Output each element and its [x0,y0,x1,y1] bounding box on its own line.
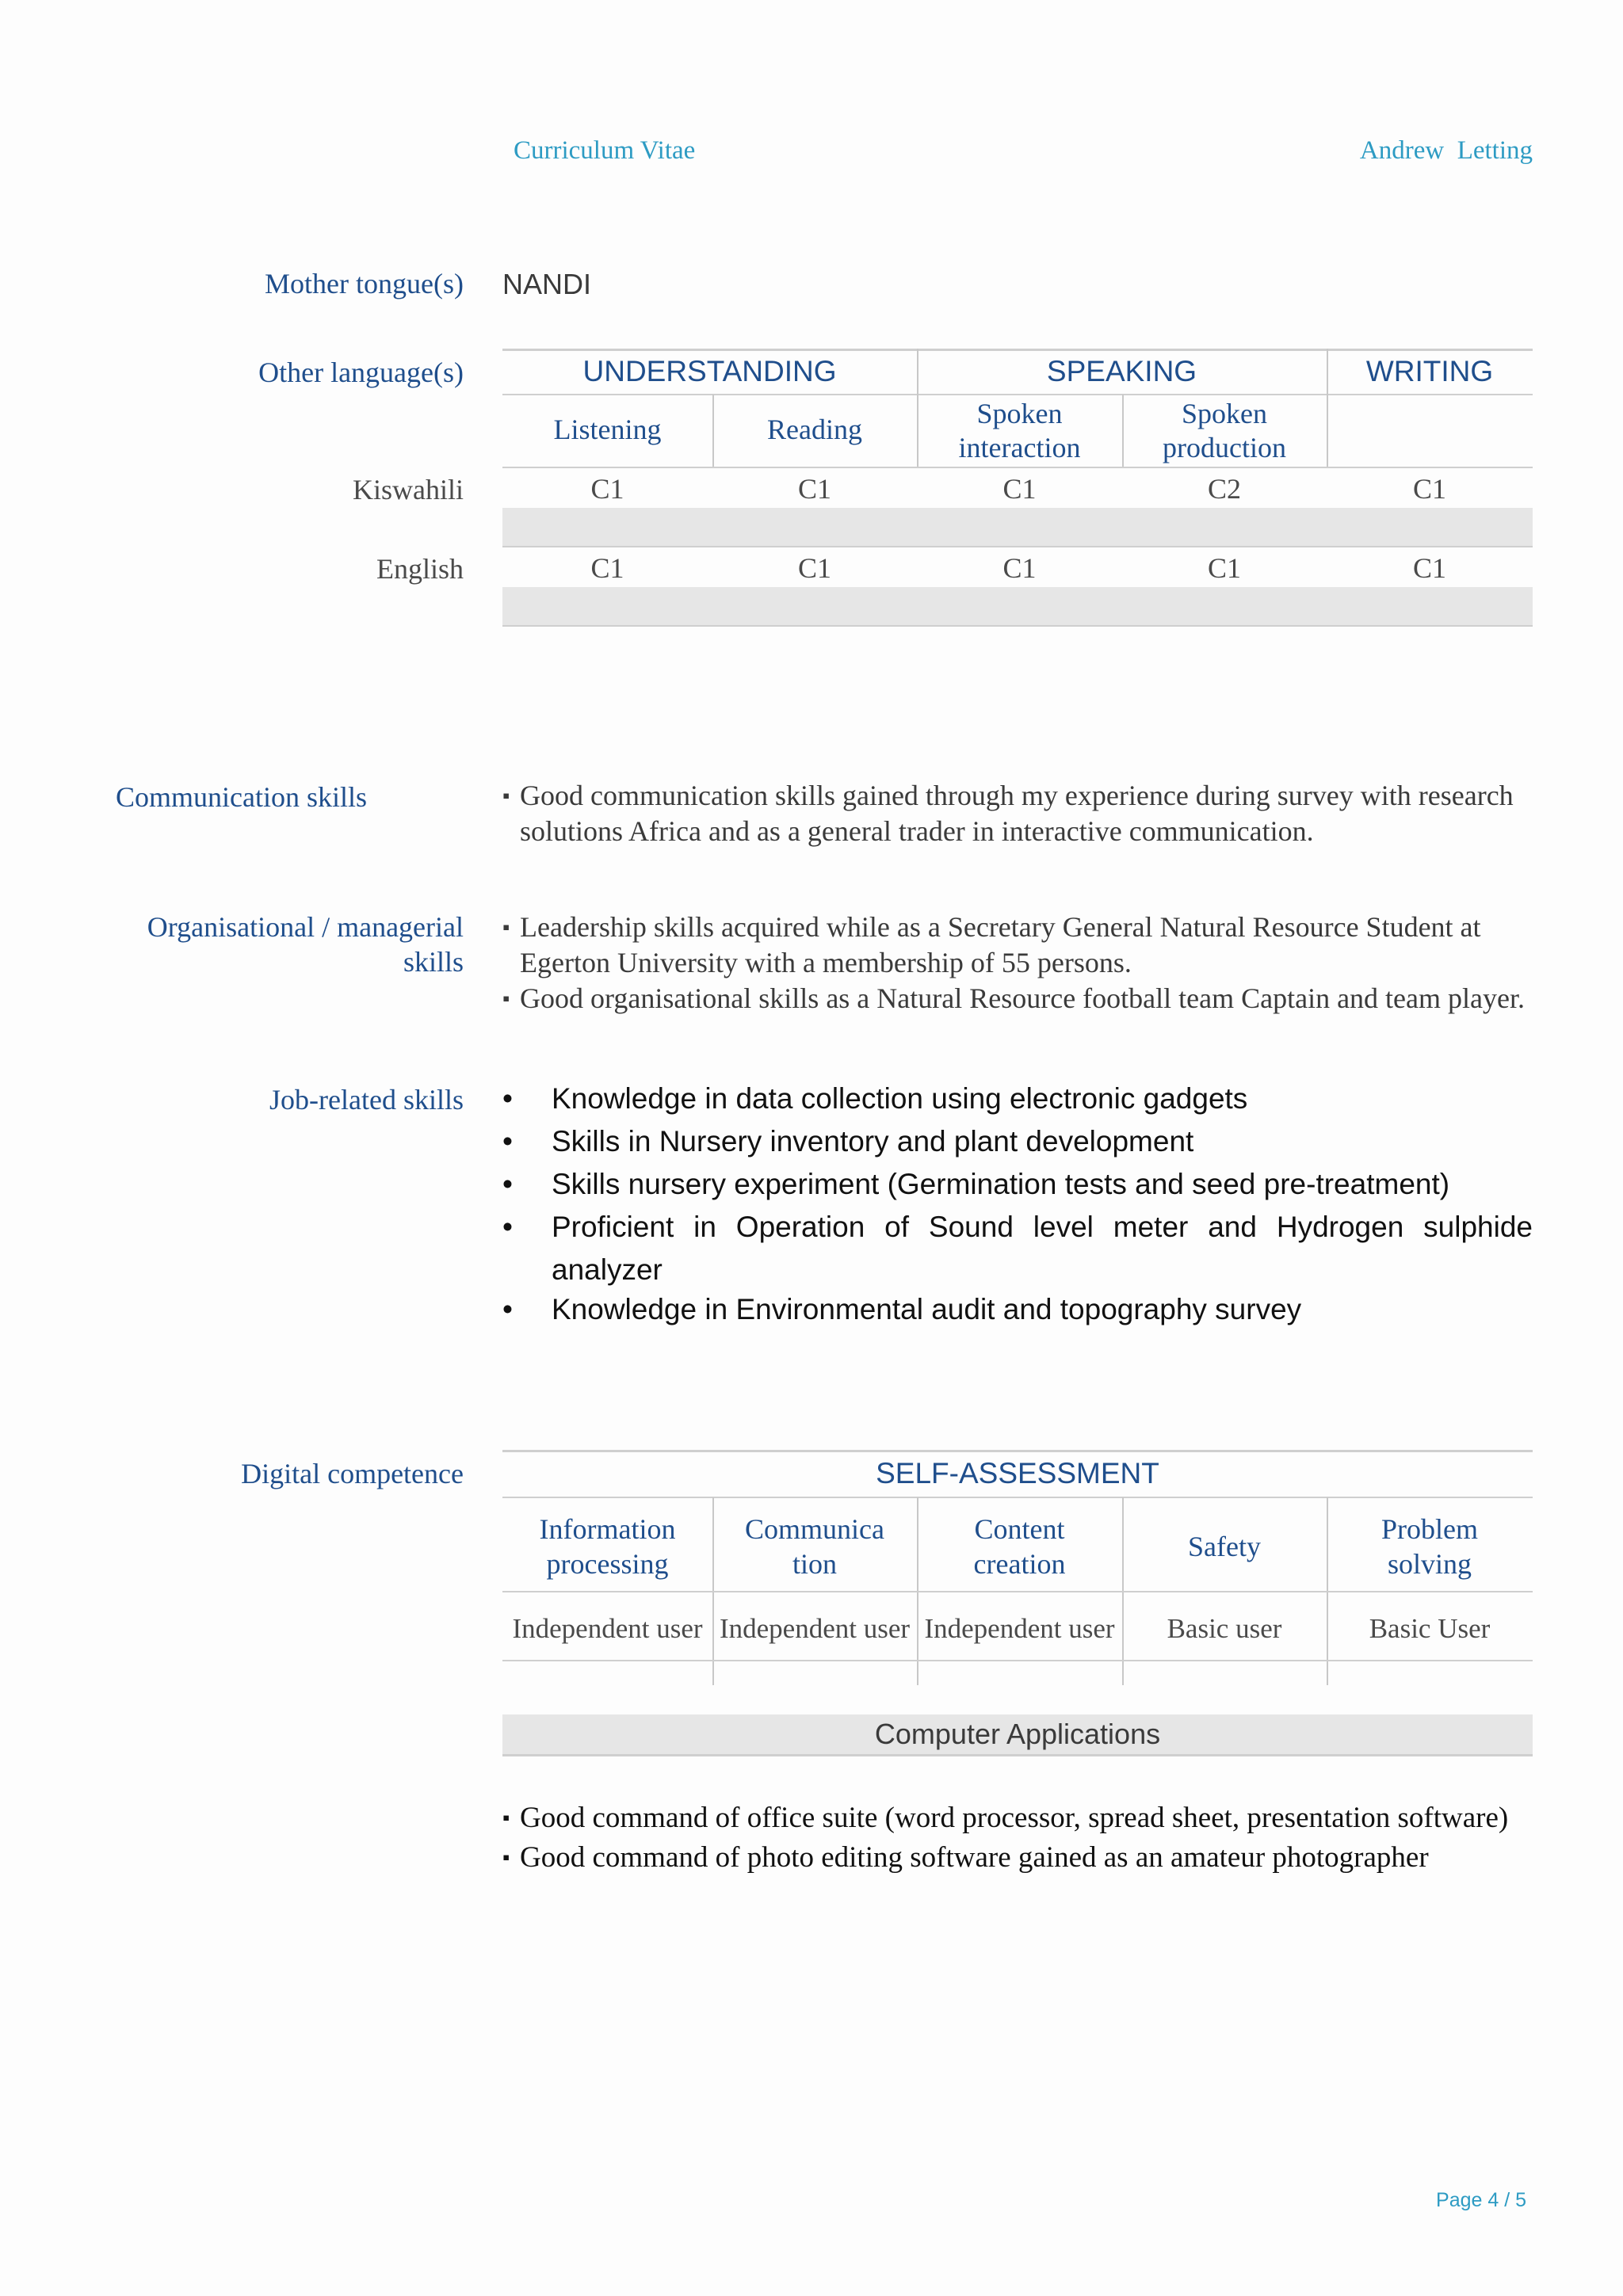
english-writing: C1 [1412,552,1446,584]
spoken-production-subheader: Spoken production [1163,398,1286,463]
information-processing-header: Information processing [539,1513,676,1580]
reading-subheader: Reading [767,414,862,445]
header-document-title: Curriculum Vitae [514,136,696,165]
kiswahili-reading: C1 [797,473,831,505]
header-author-name: Andrew Letting [1359,136,1533,165]
communication-skills-label: Communication skills [116,781,368,813]
self-assessment-header: SELF-ASSESSMENT [876,1457,1159,1489]
mother-tongue-label: Mother tongue(s) [265,268,464,299]
job-related-skills-label: Job-related skills [269,1084,464,1116]
language-kiswahili: Kiswahili [353,474,464,505]
organisational-label: Organisational / managerial skills [147,911,464,978]
speaking-header: SPEAKING [1046,355,1197,387]
english-spoken-interaction: C1 [1002,552,1037,584]
problem-solving-level: Basic User [1369,1613,1491,1644]
organisational-list [502,910,1541,1016]
job-skill-item: • Skills nursery experiment (Germination tests and seed pre-treatment) [502,1168,1450,1200]
job-skill-item: • Knowledge in Environmental audit and topography survey [502,1293,1302,1325]
computer-application-item: ▪ Good command of photo editing software gained as an amateur photographer [502,1841,1429,1874]
communication-item: ▪ Good communication skills gained through my experience during survey with research solutions Africa and as a general trader in interactive communication. [502,780,1514,847]
communication-level: Independent user [719,1613,911,1644]
language-table [502,349,1533,627]
job-skill-item: • Proficient in Operation of Sound level meter and Hydrogen sulphide analyzer [502,1211,1533,1286]
kiswahili-listening: C1 [590,473,624,505]
content-creation-level: Independent user [924,1613,1115,1644]
computer-application-item: ▪ Good command of office suite (word processor, spread sheet, presentation software) [502,1802,1509,1834]
communication-header: Communica tion [745,1513,884,1580]
safety-level: Basic user [1167,1613,1282,1644]
organisational-item: ▪ Good organisational skills as a Natural Resource football team Captain and team player. [502,982,1525,1014]
computer-applications-header: Computer Applications [502,1714,1533,1756]
writing-header: WRITING [1365,355,1494,387]
understanding-header: UNDERSTANDING [582,355,837,387]
mother-tongue-value: NANDI [502,268,592,300]
digital-table [502,1450,1533,1664]
language-english: English [376,553,464,585]
organisational-item: ▪ Leadership skills acquired while as a Secretary General Natural Resource Student at Egerton University with a membership of 55 persons. [502,911,1481,978]
problem-solving-header: Problem solving [1381,1513,1478,1580]
english-reading: C1 [797,552,831,584]
kiswahili-spoken-interaction: C1 [1002,473,1037,505]
english-spoken-production: C1 [1207,552,1241,584]
digital-competence-label: Digital competence [241,1458,464,1489]
computer-applications-list [502,1798,1541,1878]
job-skill-item: • Skills in Nursery inventory and plant development [502,1125,1194,1158]
other-languages-label: Other language(s) [258,357,464,388]
kiswahili-writing: C1 [1412,473,1446,505]
english-listening: C1 [590,552,624,584]
page-number: Page 4 / 5 [1436,2189,1526,2211]
job-skill-item: • Knowledge in data collection using electronic gadgets [502,1082,1248,1115]
information-processing-level: Independent user [512,1613,703,1644]
spoken-interaction-subheader: Spoken interaction [958,398,1081,463]
listening-subheader: Listening [553,414,662,445]
content-creation-header: Content creation [973,1513,1066,1580]
kiswahili-spoken-production: C2 [1207,473,1241,505]
safety-header: Safety [1188,1531,1261,1562]
